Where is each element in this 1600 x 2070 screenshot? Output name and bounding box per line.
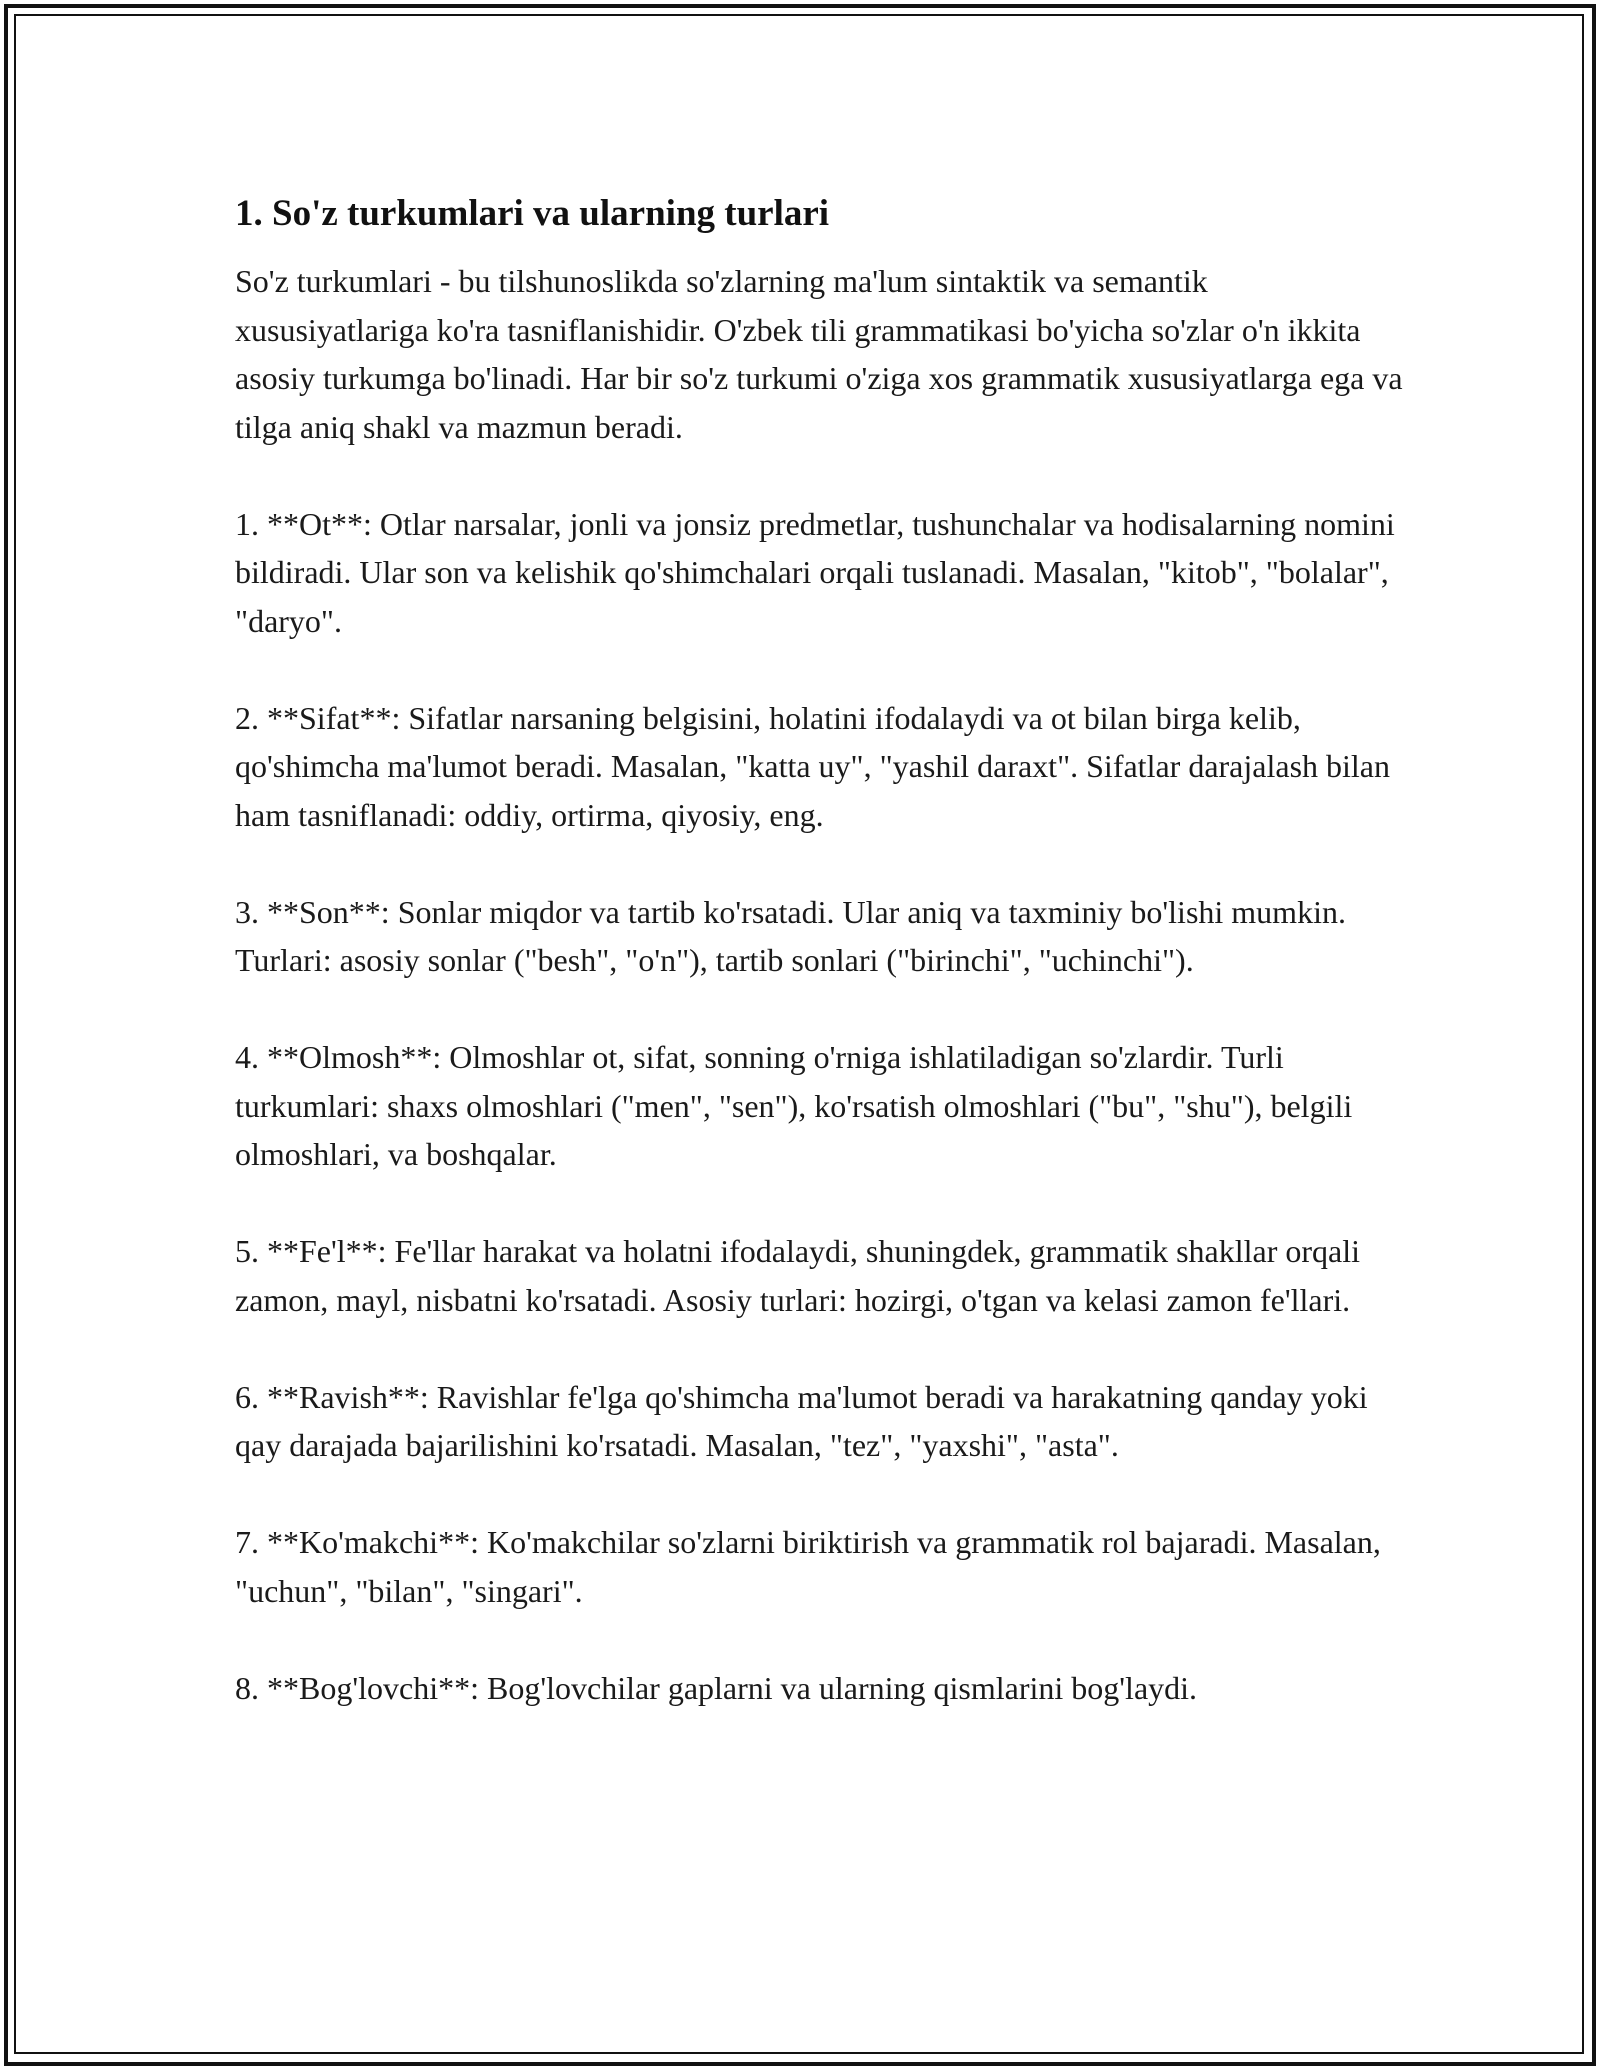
document-content: [235, 188, 1405, 1712]
list-item-komakchi: 7. **Ko'makchi**: Ko'makchilar so'zlarni biriktirish va grammatik rol bajaradi. Masalan, "uchun", "bilan", "singari".: [235, 1524, 1381, 1609]
list-item-son: 3. **Son**: Sonlar miqdor va tartib ko'rsatadi. Ular aniq va taxminiy bo'lishi mumkin. Turlari: asosiy sonlar ("besh", "o'n"), tartib sonlari ("birinchi", "uchinchi").: [235, 893, 1346, 978]
list-item-sifat: 2. **Sifat**: Sifatlar narsaning belgisini, holatini ifodalaydi va ot bilan birga kelib, qo'shimcha ma'lumot beradi. Masalan, "katta uy", "yashil daraxt". Sifatlar darajalash bilan ham tasniflanadi: oddiy, ortirma, qiyosiy, eng.: [235, 699, 1390, 833]
list-item-fel: 5. **Fe'l**: Fe'llar harakat va holatni ifodalaydi, shuningdek, grammatik shakllar orqali zamon, mayl, nisbatni ko'rsatadi. Asosiy turlari: hozirgi, o'tgan va kelasi zamon fe'llari.: [235, 1233, 1361, 1318]
list-item-ot: 1. **Ot**: Otlar narsalar, jonli va jonsiz predmetlar, tushunchalar va hodisalarning nomini bildiradi. Ular son va kelishik qo'shimchalari orqali tuslanadi. Masalan, "kitob", "bolalar", "daryo".: [235, 505, 1395, 639]
section-heading: 1. So'z turkumlari va ularning turlari: [235, 193, 830, 234]
list-item-boglovchi: 8. **Bog'lovchi**: Bog'lovchilar gaplarni va ularning qismlarini bog'laydi.: [235, 1669, 1198, 1706]
intro-paragraph: So'z turkumlari - bu tilshunoslikda so'zlarning ma'lum sintaktik va semantik xususiyatlariga ko'ra tasniflanishidir. O'zbek tili grammatikasi bo'yicha so'zlar o'n ikkita asosiy turkumga bo'linadi. Har bir so'z turkumi o'ziga xos grammatik xususiyatlarga ega va tilga aniq shakl va mazmun beradi.: [235, 263, 1403, 445]
list-item-ravish: 6. **Ravish**: Ravishlar fe'lga qo'shimcha ma'lumot beradi va harakatning qanday yoki qay darajada bajarilishini ko'rsatadi. Masalan, "tez", "yaxshi", "asta".: [235, 1378, 1368, 1463]
list-item-olmosh: 4. **Olmosh**: Olmoshlar ot, sifat, sonning o'rniga ishlatiladigan so'zlardir. Turli turkumlari: shaxs olmoshlari ("men", "sen"), ko'rsatish olmoshlari ("bu", "shu"), belgili olmoshlari, va boshqalar.: [235, 1039, 1353, 1172]
